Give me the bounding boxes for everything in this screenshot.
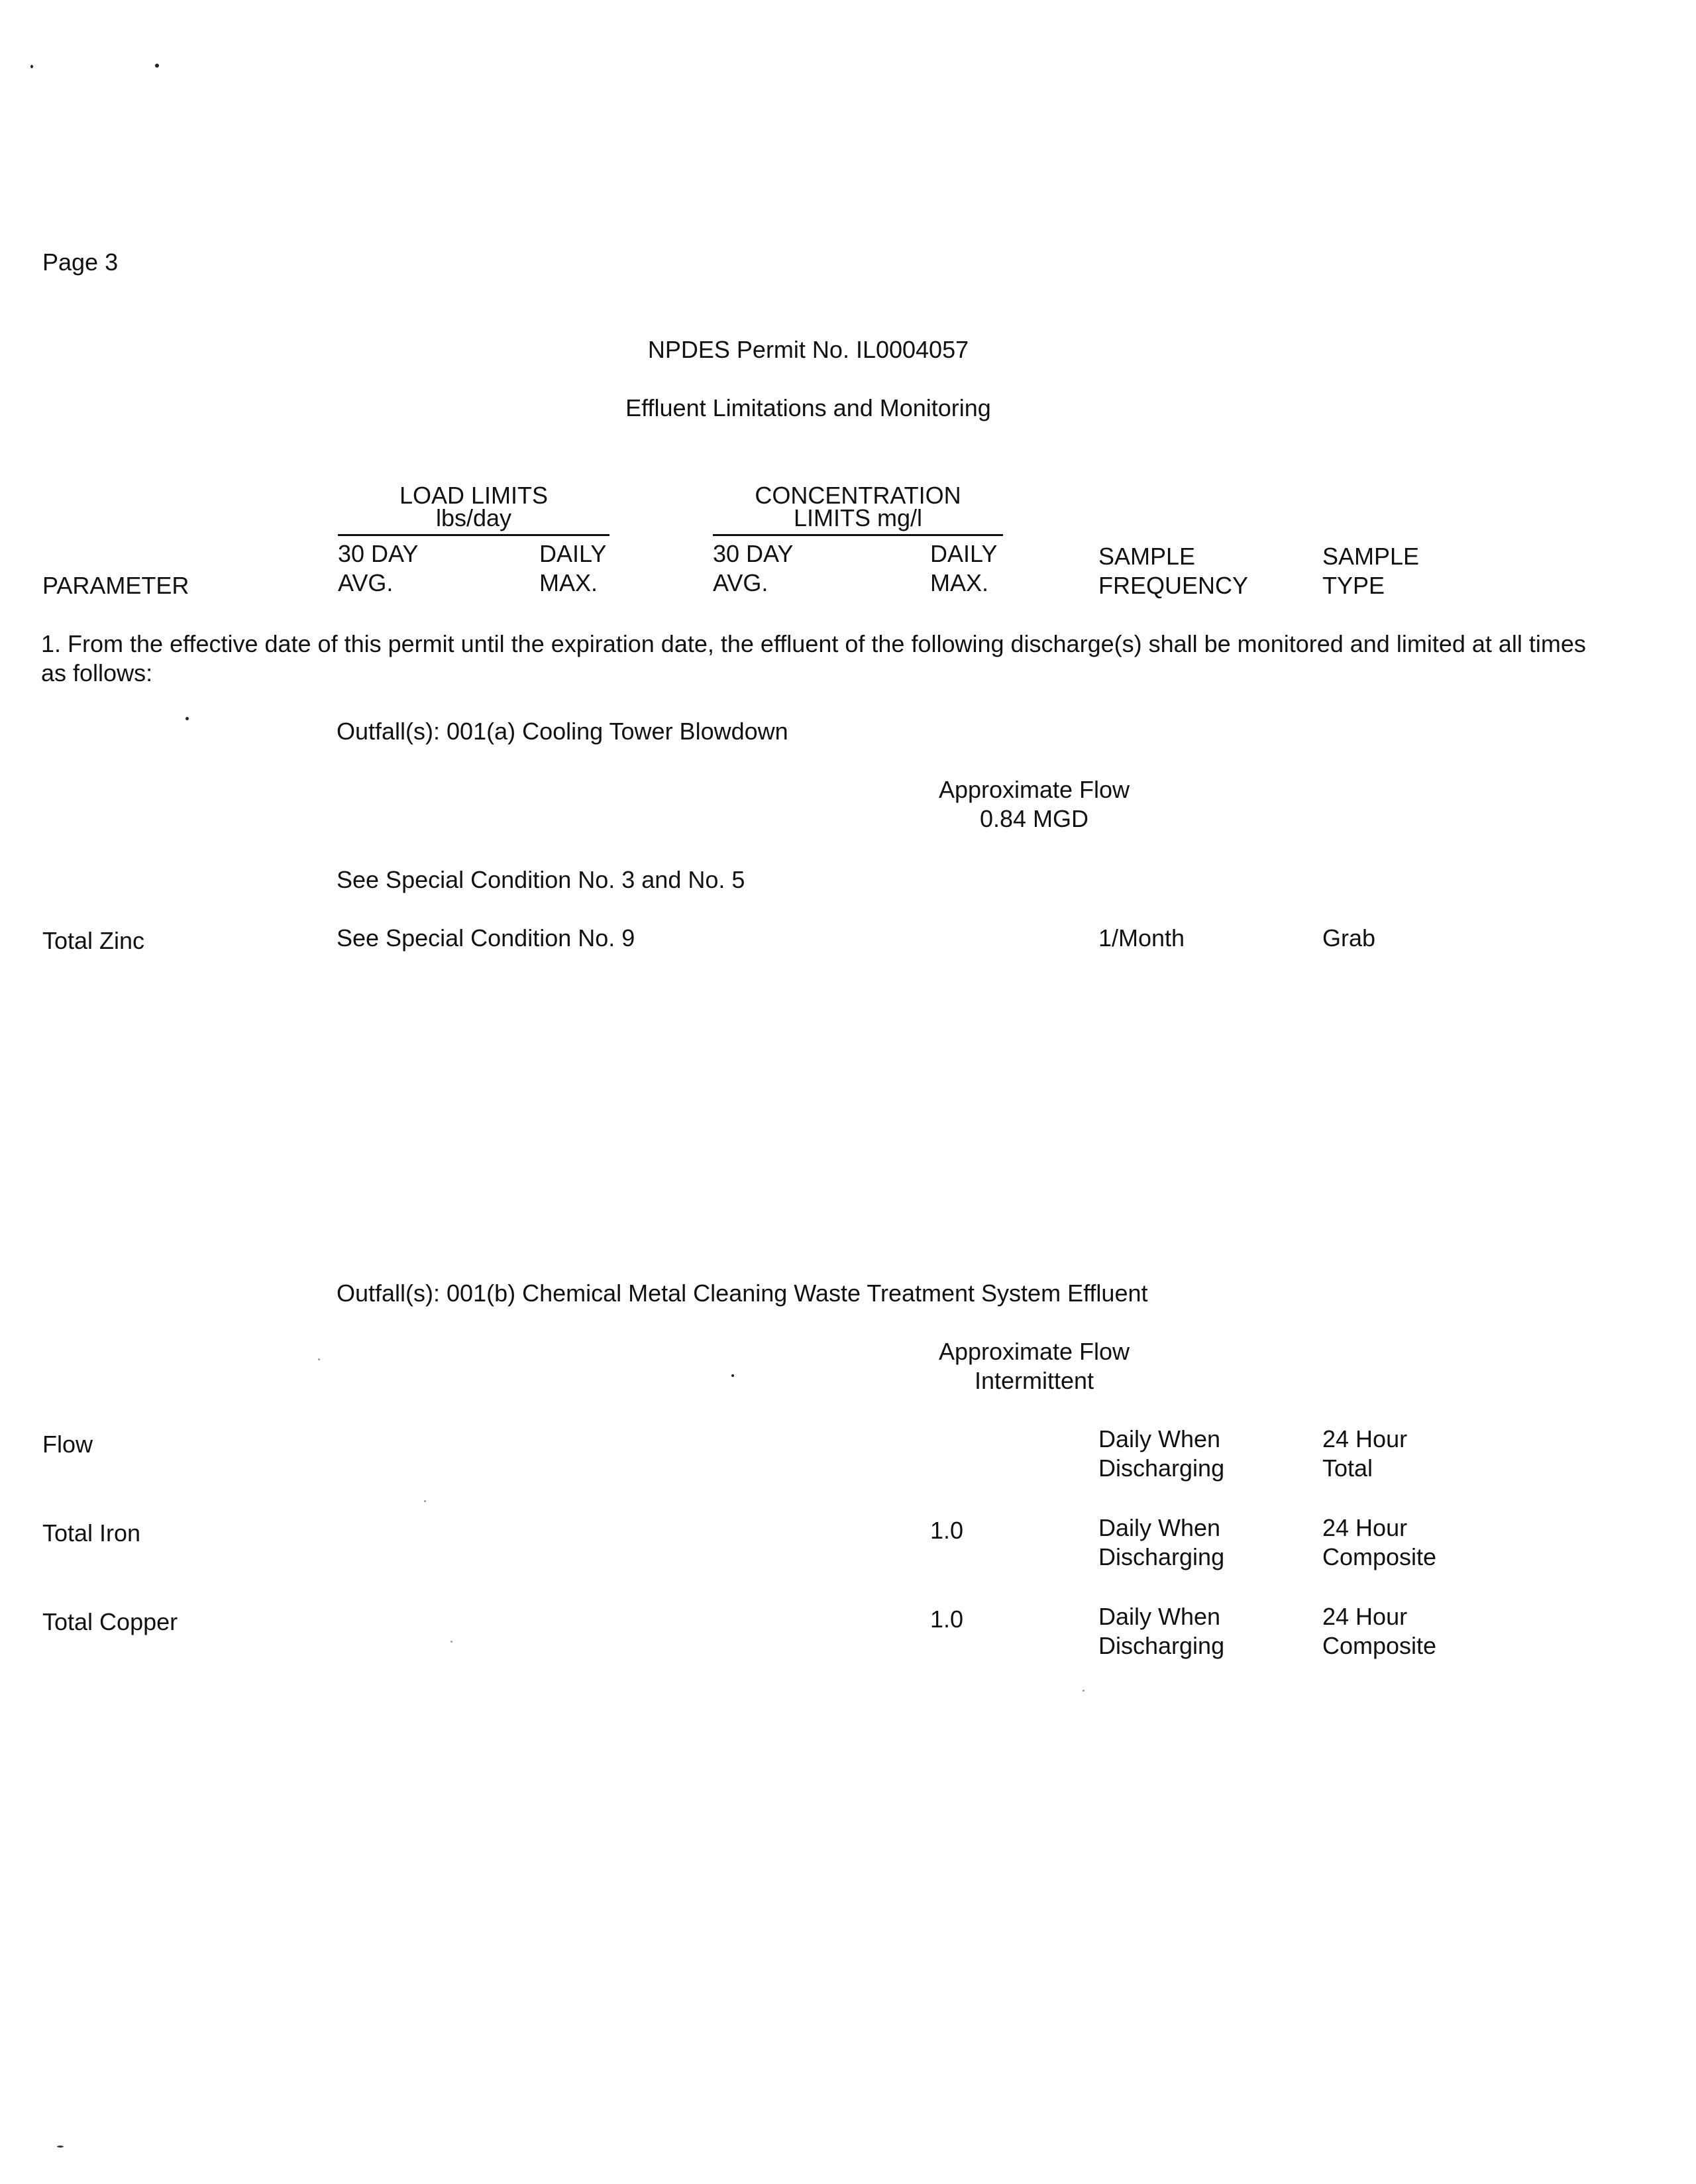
load-daily-header: DAILY: [539, 540, 607, 567]
section-title: Effluent Limitations and Monitoring: [625, 394, 991, 421]
scan-speck: [57, 2146, 64, 2148]
scan-speck: [186, 717, 189, 720]
load-limits-label: LOAD LIMITS: [399, 482, 549, 509]
outfall-a-title: Outfall(s): 001(a) Cooling Tower Blowdown: [337, 718, 788, 745]
row-sample-type-2: Composite: [1322, 1632, 1437, 1659]
load-limits-header: [338, 481, 610, 533]
conc-daily-max-header: MAX.: [930, 569, 989, 596]
row-sample-type-1: 24 Hour: [1322, 1603, 1408, 1630]
scan-speck: [30, 65, 33, 68]
row-sample-type-2: Total: [1322, 1454, 1373, 1482]
row-note: See Special Condition No. 9: [337, 924, 635, 952]
concentration-limits-unit: LIMITS mg/l: [793, 504, 923, 531]
row-frequency: 1/Month: [1098, 924, 1185, 952]
sample-type-header-2: TYPE: [1322, 572, 1385, 599]
row-frequency-1: Daily When: [1098, 1425, 1221, 1452]
sample-type-header-1: SAMPLE: [1322, 543, 1420, 570]
scan-speck: [731, 1374, 734, 1377]
conc-30day-header: 30 DAY: [713, 540, 794, 567]
sample-frequency-header-1: SAMPLE: [1098, 543, 1196, 570]
load-limits-underline: [338, 534, 610, 536]
scan-speck: [424, 1500, 426, 1502]
scan-speck: [1083, 1690, 1085, 1692]
row-parameter: Total Iron: [42, 1519, 141, 1547]
load-daily-max-header: MAX.: [539, 569, 598, 596]
parameter-header: PARAMETER: [42, 572, 189, 599]
outfall-a-approx-flow-label: Approximate Flow: [938, 776, 1130, 803]
scan-speck: [450, 1641, 452, 1643]
row-sample-type: Grab: [1322, 924, 1376, 952]
outfall-b-approx-flow-label: Approximate Flow: [938, 1338, 1130, 1365]
concentration-limits-underline: [713, 534, 1003, 536]
row-frequency-1: Daily When: [1098, 1603, 1221, 1630]
row-frequency-2: Discharging: [1098, 1632, 1225, 1659]
concentration-limits-label: CONCENTRATION: [755, 482, 961, 509]
conc-30day-avg-header: AVG.: [713, 569, 768, 596]
row-frequency-2: Discharging: [1098, 1543, 1225, 1570]
scan-speck: [318, 1358, 320, 1360]
row-sample-type-2: Composite: [1322, 1543, 1437, 1570]
row-sample-type-1: 24 Hour: [1322, 1514, 1408, 1541]
row-frequency-2: Discharging: [1098, 1454, 1225, 1482]
page-number: Page 3: [42, 248, 119, 276]
load-limits-unit: lbs/day: [435, 504, 512, 531]
permit-number: NPDES Permit No. IL0004057: [647, 336, 969, 363]
row-sample-type-1: 24 Hour: [1322, 1425, 1408, 1452]
row-conc-30day: 1.0: [930, 1606, 964, 1633]
load-30day-avg-header: AVG.: [338, 569, 394, 596]
intro-paragraph: 1. From the effective date of this permit until the expiration date, the effluent of the following discharge(s) shall be monitored and limited at all times as follows:: [41, 630, 1586, 686]
scan-speck: [155, 64, 159, 68]
outfall-a-approx-flow-value: 0.84 MGD: [979, 805, 1089, 832]
outfall-b-approx-flow-value: Intermittent: [974, 1367, 1094, 1394]
conc-daily-header: DAILY: [930, 540, 998, 567]
concentration-limits-header: [713, 481, 1003, 533]
sample-frequency-header-2: FREQUENCY: [1098, 572, 1249, 599]
row-parameter: Total Zinc: [42, 927, 145, 954]
row-frequency-1: Daily When: [1098, 1514, 1221, 1541]
row-parameter: Total Copper: [42, 1608, 178, 1635]
outfall-a-special-condition: See Special Condition No. 3 and No. 5: [337, 866, 745, 893]
load-30day-header: 30 DAY: [338, 540, 419, 567]
outfall-b-title: Outfall(s): 001(b) Chemical Metal Cleaning Waste Treatment System Effluent: [337, 1280, 1148, 1307]
row-parameter: Flow: [42, 1431, 93, 1458]
row-conc-30day: 1.0: [930, 1517, 964, 1544]
